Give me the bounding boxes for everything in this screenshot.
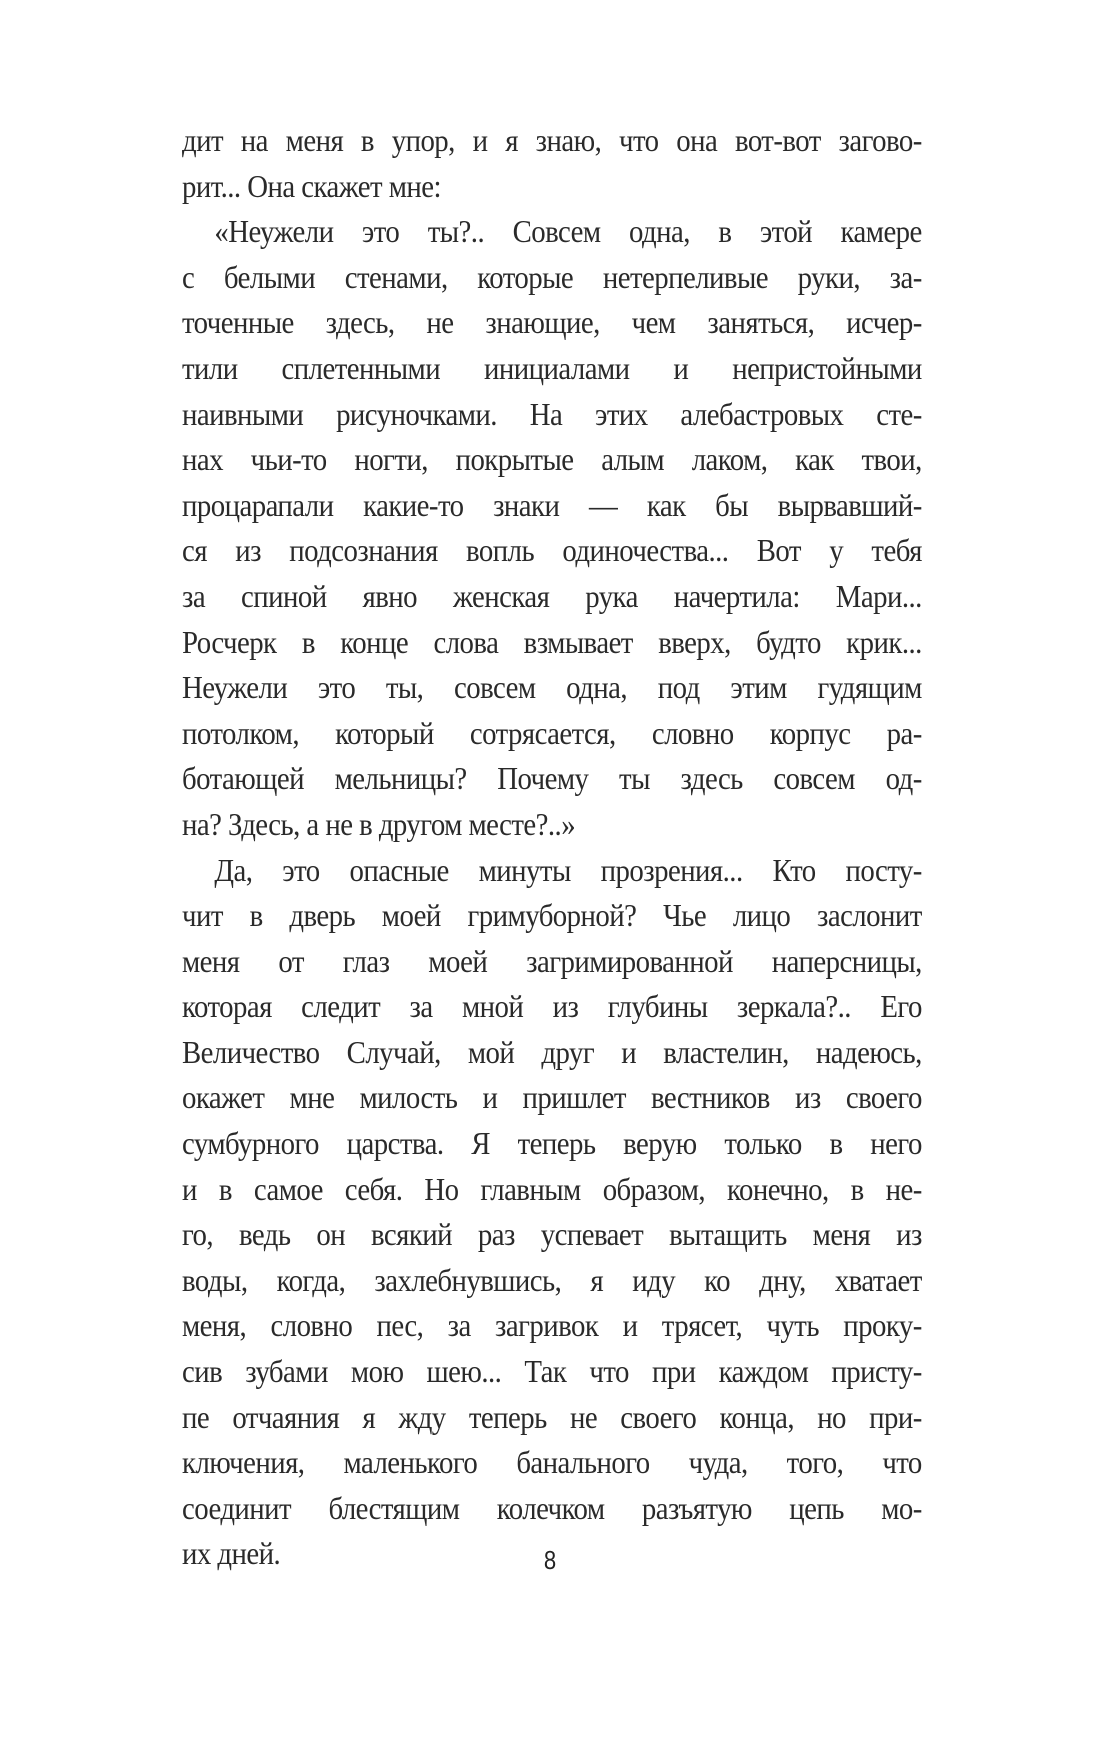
text-line: процарапали какие-то знаки — как бы вырвавший- [182,486,922,523]
text-line: с белыми стенами, которые нетерпеливые руки, за- [182,258,922,295]
text-line: их дней. [182,1535,281,1572]
text-line: рит... Она скажет мне: [182,167,441,204]
text-line: нах чьи-то ногти, покрытые алым лаком, как твои, [182,441,922,478]
text-line: чит в дверь моей гримуборной? Чье лицо заслонит [182,897,922,934]
text-line: точенные здесь, не знающие, чем заняться, исчер- [182,304,922,341]
text-line: воды, когда, захлебнувшись, я иду ко дну, хватает [182,1261,922,1298]
text-line: соединит блестящим колечком разъятую цепь мо- [182,1489,922,1526]
text-line: Величество Случай, мой друг и властелин, надеюсь, [182,1033,922,1070]
text-line: наивными рисуночками. На этих алебастровых сте- [182,395,922,432]
paragraph [182,118,922,209]
text-line: пе отчаяния я жду теперь не своего конца, но при- [182,1398,922,1435]
paragraph [182,209,922,847]
text-line: «Неужели это ты?.. Совсем одна, в этой камере [214,213,922,250]
text-line: ботающей мельницы? Почему ты здесь совсем од- [182,760,922,797]
page-number: 8 [543,1545,557,1575]
body-text [182,118,922,1577]
text-line: на? Здесь, а не в другом месте?..» [182,805,576,842]
text-line: окажет мне милость и пришлет вестников из своего [182,1079,922,1116]
text-line: сумбурного царства. Я теперь верую только в него [182,1125,922,1162]
text-line: ся из подсознания вопль одиночества... Вот у тебя [182,532,922,569]
text-line: Росчерк в конце слова взмывает вверх, будто крик... [182,623,922,660]
text-line: тили сплетенными инициалами и непристойными [182,349,922,386]
text-line: Неужели это ты, совсем одна, под этим гудящим [182,669,922,706]
text-line: го, ведь он всякий раз успевает вытащить меня из [182,1216,922,1253]
text-line: за спиной явно женская рука начертила: Мари... [182,577,922,614]
text-line: Да, это опасные минуты прозрения... Кто посту- [214,851,922,888]
text-line: которая следит за мной из глубины зеркала?.. Его [182,988,922,1025]
text-line: дит на меня в упор, и я знаю, что она вот-вот загово- [182,122,922,158]
text-line: ключения, маленького банального чуда, того, что [182,1444,922,1481]
text-line: меня от глаз моей загримированной наперсницы, [182,942,922,979]
text-line: и в самое себя. Но главным образом, конечно, в не- [182,1170,922,1207]
paragraph [182,848,922,1578]
text-line: потолком, который сотрясается, словно корпус ра- [182,714,922,751]
text-line: сив зубами мою шею... Так что при каждом присту- [182,1353,922,1390]
text-line: меня, словно пес, за загривок и трясет, чуть проку- [182,1307,922,1344]
